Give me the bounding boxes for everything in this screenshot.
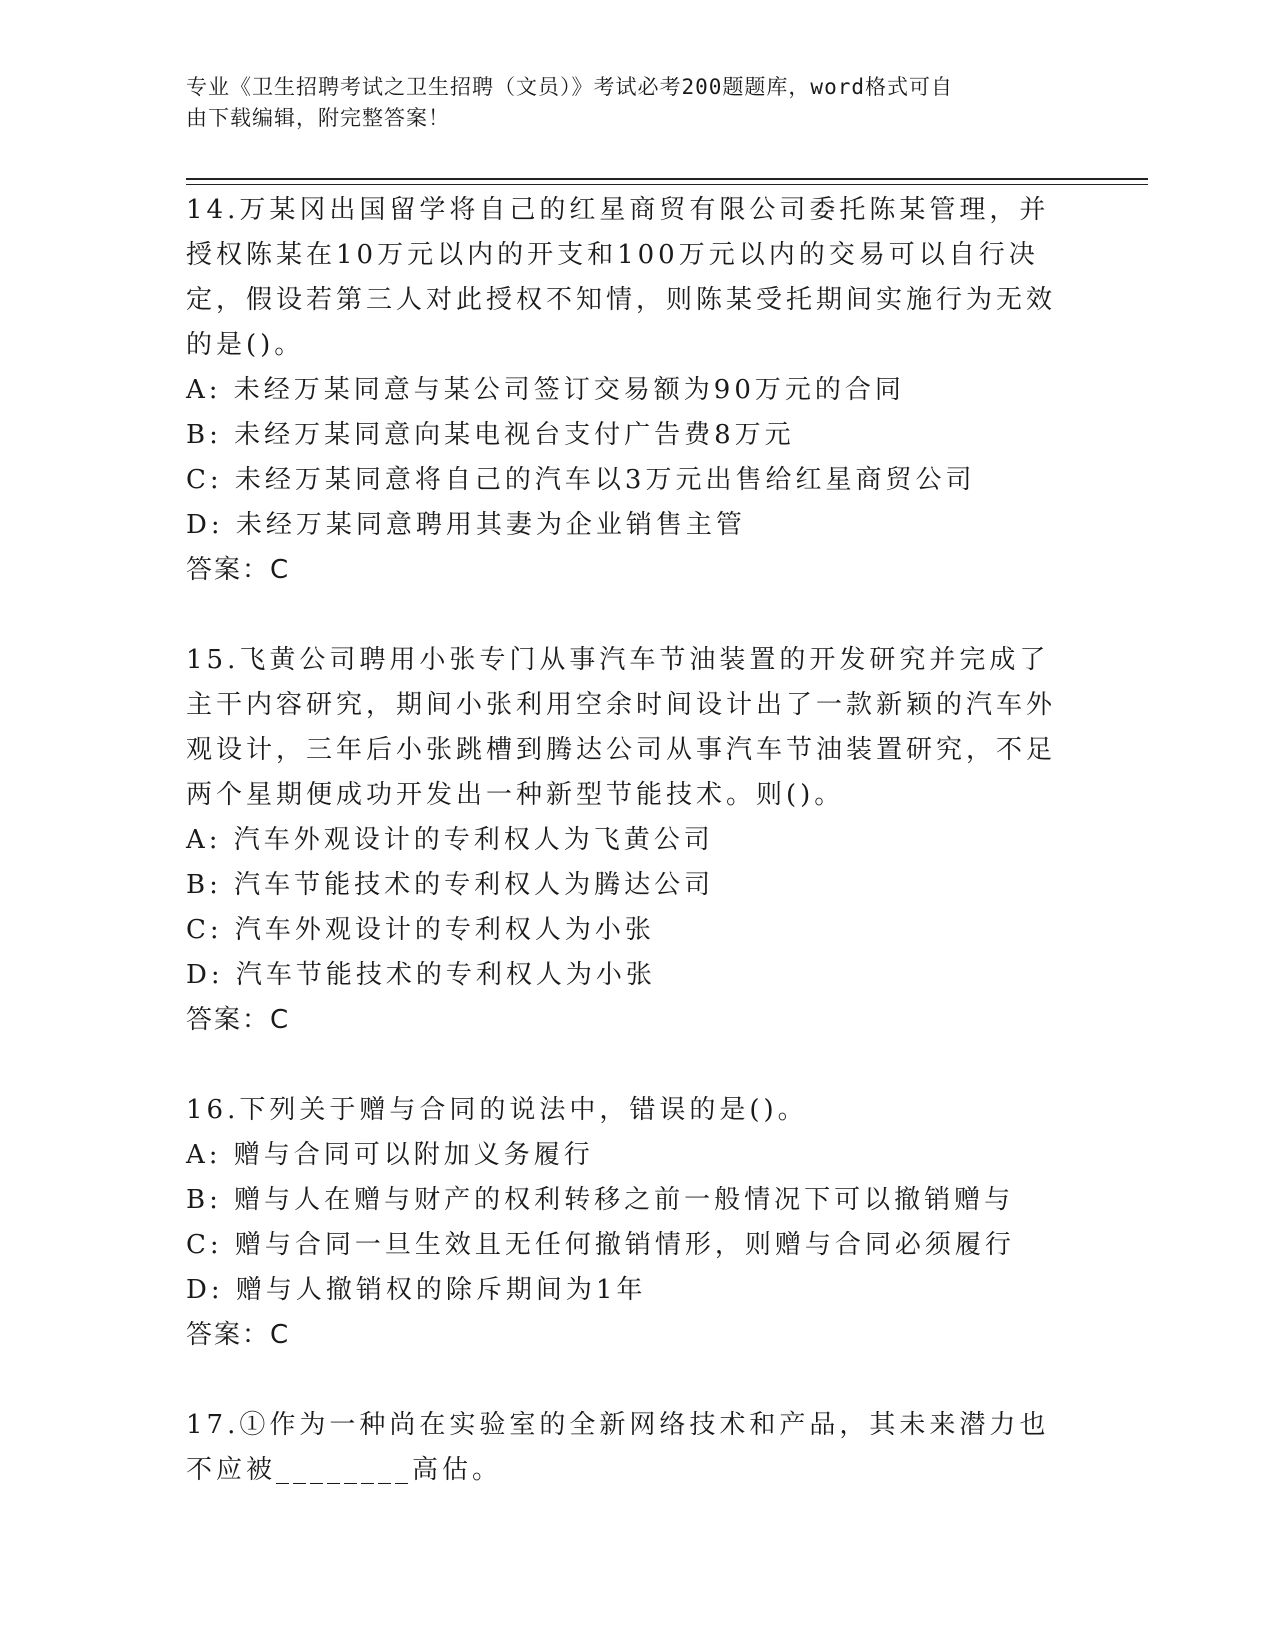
document-header: [186, 72, 1066, 134]
question-text: 17.①作为一种尚在实验室的全新网络技术和产品，其未来潜力也不应被________高估。: [186, 1410, 1050, 1485]
question-15: [186, 638, 1076, 1043]
answer-label: 答案：C: [186, 1320, 291, 1350]
header-line-1: 专业《卫生招聘考试之卫生招聘（文员）》考试必考200题题库，word格式可自: [186, 75, 953, 99]
header-divider-thick: [186, 178, 1148, 180]
option-b: B: 汽车节能技术的专利权人为腾达公司: [186, 870, 715, 900]
header-line-2: 由下载编辑，附完整答案！: [186, 106, 450, 130]
option-c: C: 赠与合同一旦生效且无任何撤销情形，则赠与合同必须履行: [186, 1230, 1015, 1260]
answer-label: 答案：C: [186, 1005, 291, 1035]
answer-label: 答案：C: [186, 555, 291, 585]
option-d: D: 汽车节能技术的专利权人为小张: [186, 960, 656, 990]
option-b: B: 赠与人在赠与财产的权利转移之前一般情况下可以撤销赠与: [186, 1185, 1015, 1215]
header-divider-thin: [186, 184, 1148, 185]
option-a: A: 赠与合同可以附加义务履行: [186, 1140, 594, 1170]
option-d: D: 未经万某同意聘用其妻为企业销售主管: [186, 510, 746, 540]
question-text: 16.下列关于赠与合同的说法中，错误的是()。: [186, 1095, 808, 1125]
question-16: [186, 1088, 1076, 1358]
question-14: [186, 188, 1076, 593]
question-list: [186, 188, 1076, 1493]
option-d: D: 赠与人撤销权的除斥期间为1年: [186, 1275, 647, 1305]
question-17: [186, 1403, 1076, 1493]
option-c: C: 汽车外观设计的专利权人为小张: [186, 915, 655, 945]
option-a: A: 汽车外观设计的专利权人为飞黄公司: [186, 825, 714, 855]
option-b: B: 未经万某同意向某电视台支付广告费8万元: [186, 420, 795, 450]
question-text: 14.万某冈出国留学将自己的红星商贸有限公司委托陈某管理，并授权陈某在10万元以内的开支和100万元以内的交易可以自行决定，假设若第三人对此授权不知情，则陈某受托期间实施行为无效的是()。: [186, 195, 1057, 360]
option-a: A: 未经万某同意与某公司签订交易额为90万元的合同: [186, 375, 905, 405]
question-text: 15.飞黄公司聘用小张专门从事汽车节油装置的开发研究并完成了主干内容研究，期间小张利用空余时间设计出了一款新颖的汽车外观设计，三年后小张跳槽到腾达公司从事汽车节油装置研究，不足两个星期便成功开发出一种新型节能技术。则()。: [186, 645, 1057, 810]
option-c: C: 未经万某同意将自己的汽车以3万元出售给红星商贸公司: [186, 465, 976, 495]
